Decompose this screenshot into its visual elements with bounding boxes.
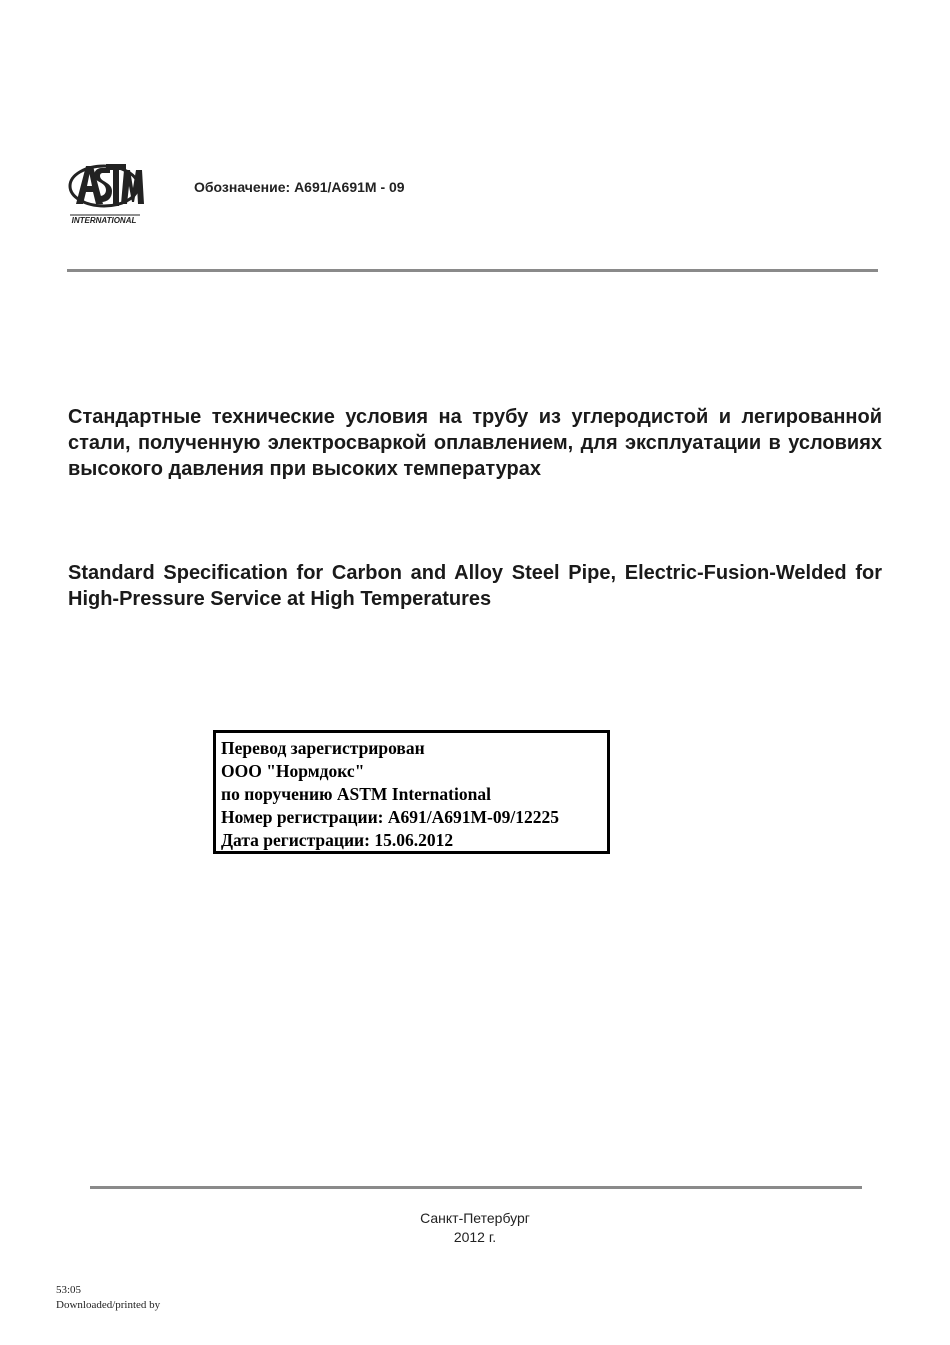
registration-number: Номер регистрации: A691/A691M-09/12225	[221, 807, 559, 827]
astm-logo	[66, 160, 144, 228]
footer-divider	[90, 1186, 862, 1189]
header-divider	[67, 269, 878, 272]
astm-logo-icon	[66, 160, 144, 228]
footnote-time: 53:05	[56, 1284, 82, 1296]
registration-box	[213, 730, 610, 854]
city: Санкт-Петербург	[420, 1210, 530, 1226]
title-english: Standard Specification for Carbon and Alloy Steel Pipe, Electric-Fusion-Welded for High-Pressure Service at High Temperatures	[68, 562, 882, 610]
footnote-downloaded: Downloaded/printed by	[56, 1299, 161, 1311]
registration-line-1: Перевод зарегистрирован	[221, 738, 425, 758]
astm-logo-subtext: INTERNATIONAL	[71, 216, 137, 225]
registration-date: Дата регистрации: 15.06.2012	[221, 830, 454, 850]
registration-line-3: по поручению ASTM International	[221, 784, 491, 804]
year: 2012 г.	[453, 1229, 497, 1245]
title-russian: Стандартные технические условия на трубу из углеродистой и легированной стали, полученную электросваркой оплавлением, для эксплуатации в условиях высокого давления при высоких температурах	[68, 406, 882, 480]
designation: Обозначение: A691/A691M - 09	[194, 179, 405, 195]
registration-line-2: ООО "Нормдокс"	[221, 761, 365, 781]
